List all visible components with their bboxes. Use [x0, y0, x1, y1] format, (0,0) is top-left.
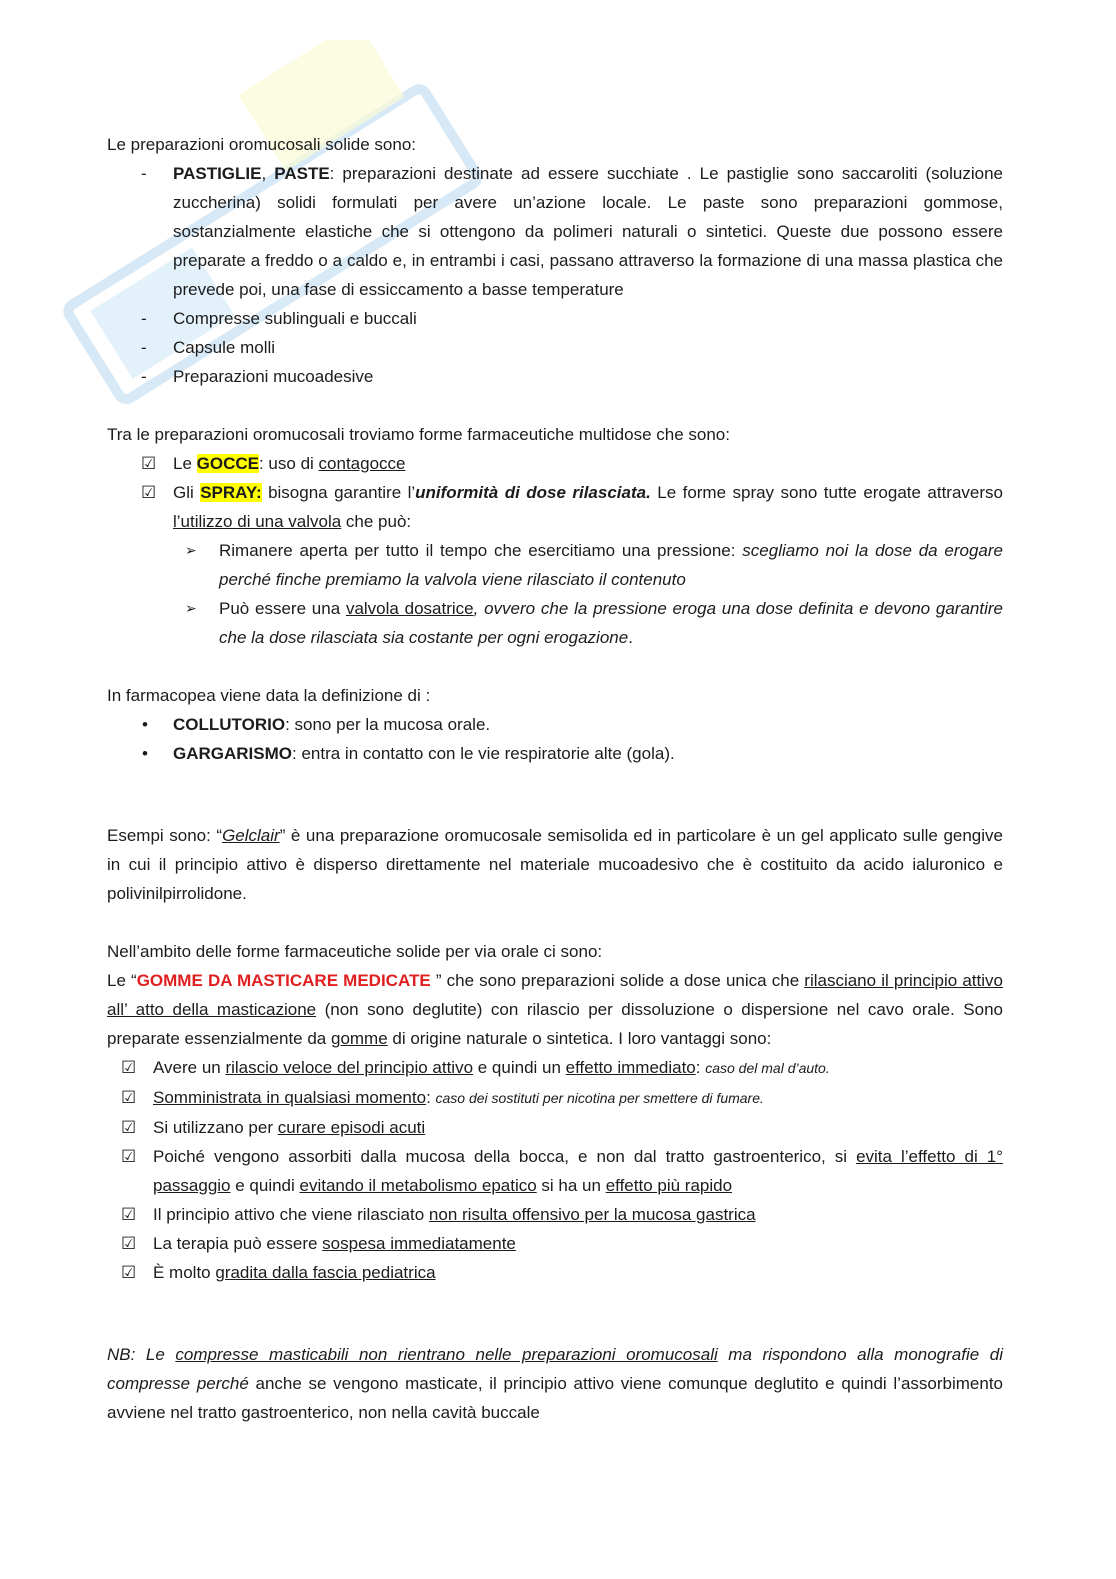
section2-intro: Tra le preparazioni oromucosali troviamo forme farmaceutiche multidose che sono:	[107, 425, 730, 444]
bullet-icon: •	[142, 744, 148, 763]
checkbox-icon: ☑	[121, 1234, 137, 1253]
list-item: - Preparazioni mucoadesive	[107, 362, 1003, 391]
dash-icon: -	[141, 338, 147, 357]
list-item: ☑ Somministrata in qualsiasi momento: caso dei sostituti per nicotina per smettere di fumare.	[107, 1083, 1003, 1113]
paste-label: PASTE	[274, 164, 330, 183]
section3-intro: In farmacopea viene data la definizione di :	[107, 686, 431, 705]
list-item: ☑ La terapia può essere sospesa immediatamente	[107, 1229, 1003, 1258]
list-item: - PASTIGLIE, PASTE: preparazioni destinate ad essere succhiate . Le pastiglie sono saccaroliti (soluzione zuccherina) solidi formulati per avere un’azione locale. Le paste sono preparazioni gommose, sostanzialmente elastiche che si ottengono da polimeri naturali o sintetici. Queste due possono essere preparate a freddo o a caldo e, in entrambi i casi, passano attraverso la formazione di una massa plastica che prevede poi, una fase di essiccamento a basse temperature	[107, 159, 1003, 304]
checkbox-icon: ☑	[141, 483, 157, 502]
list-item: ☑ Le GOCCE: uso di contagocce	[107, 449, 1003, 478]
gocce-highlight: GOCCE	[196, 454, 259, 473]
dash-icon: -	[141, 309, 147, 328]
document-content	[107, 130, 1003, 1427]
list-item: ☑ Poiché vengono assorbiti dalla mucosa della bocca, e non dal tratto gastroenterico, si evita l’effetto di 1° passaggio e quindi evitando il metabolismo epatico si ha un effetto più rapido	[107, 1142, 1003, 1200]
section5-paragraph: Le “GOMME DA MASTICARE MEDICATE ” che sono preparazioni solide a dose unica che rilasciano il principio attivo all’ atto della masticazione (non sono deglutite) con rilascio per dissoluzione o dispersione nel cavo orale. Sono preparate essenzialmente da gomme di origine naturale o sintetica. I loro vantaggi sono:	[107, 971, 1003, 1048]
list-item: ☑ Avere un rilascio veloce del principio attivo e quindi un effetto immediato: caso del mal d’auto.	[107, 1053, 1003, 1083]
list-item: • COLLUTORIO: sono per la mucosa orale.	[107, 710, 1003, 739]
list-item: - Compresse sublinguali e buccali	[107, 304, 1003, 333]
spray-highlight: SPRAY:	[200, 483, 262, 502]
checkbox-icon: ☑	[121, 1205, 137, 1224]
arrow-icon: ➢	[185, 600, 197, 616]
checkbox-icon: ☑	[121, 1263, 137, 1282]
dash-icon: -	[141, 164, 147, 183]
section4-paragraph: Esempi sono: “Gelclair” è una preparazione oromucosale semisolida ed in particolare è un gel applicato sulle gengive in cui il principio attivo è disperso direttamente nel materiale mucoadesivo che è costituito da acido ialuronico e polivinilpirrolidone.	[107, 826, 1003, 903]
list-item: ☑ Si utilizzano per curare episodi acuti	[107, 1113, 1003, 1142]
dash-icon: -	[141, 367, 147, 386]
list-item: - Capsule molli	[107, 333, 1003, 362]
section1-intro: Le preparazioni oromucosali solide sono:	[107, 135, 417, 154]
list-item: ☑ Gli SPRAY: bisogna garantire l’uniformità di dose rilasciata. Le forme spray sono tutte erogate attraverso l’utilizzo di una valvola che può:	[107, 478, 1003, 536]
checkbox-icon: ☑	[121, 1118, 137, 1137]
list-item: ☑ È molto gradita dalla fascia pediatrica	[107, 1258, 1003, 1287]
sub-list-item: ➢ Rimanere aperta per tutto il tempo che esercitiamo una pressione: scegliamo noi la dose da erogare perché finche premiamo la valvola viene rilasciato il contenuto	[107, 536, 1003, 594]
sub-list-item: ➢ Può essere una valvola dosatrice, ovvero che la pressione eroga una dose definita e devono garantire che la dose rilasciata sia costante per ogni erogazione.	[107, 594, 1003, 652]
checkbox-icon: ☑	[121, 1147, 137, 1166]
bullet-icon: •	[142, 715, 148, 734]
checkbox-icon: ☑	[121, 1088, 137, 1107]
section5-intro: Nell’ambito delle forme farmaceutiche solide per via orale ci sono:	[107, 942, 603, 961]
checkbox-icon: ☑	[121, 1058, 137, 1077]
nb-paragraph: NB: Le compresse masticabili non rientrano nelle preparazioni oromucosali ma rispondono alla monografie di compresse perché anche se vengono masticate, il principio attivo viene comunque deglutito e quindi l’assorbimento avviene nel tratto gastroenterico, non nella cavità buccale	[107, 1345, 1003, 1422]
list-item: ☑ Il principio attivo che viene rilasciato non risulta offensivo per la mucosa gastrica	[107, 1200, 1003, 1229]
pastiglie-label: PASTIGLIE	[173, 164, 262, 183]
checkbox-icon: ☑	[141, 454, 157, 473]
list-item: • GARGARISMO: entra in contatto con le vie respiratorie alte (gola).	[107, 739, 1003, 768]
arrow-icon: ➢	[185, 542, 197, 558]
